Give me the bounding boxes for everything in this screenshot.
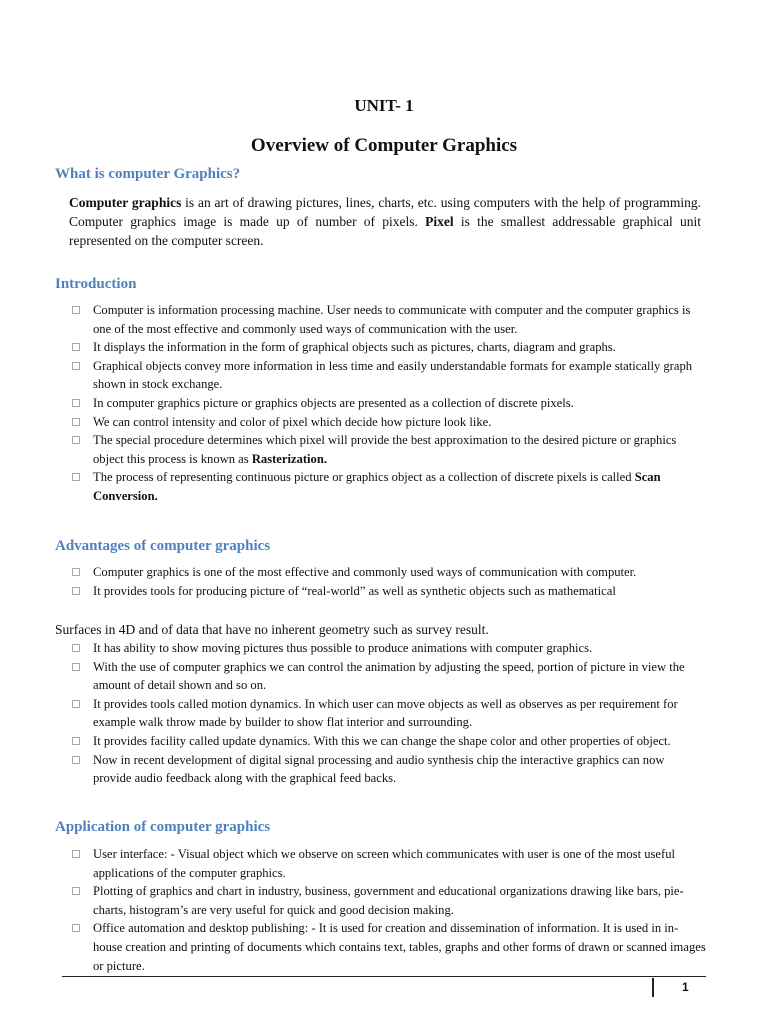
list-item: In computer graphics picture or graphics objects are presented as a collection of discrete pixels. bbox=[0, 394, 768, 413]
checkbox-bullet-icon bbox=[72, 737, 80, 745]
section-heading-advantages: Advantages of computer graphics bbox=[55, 538, 271, 554]
term-rasterization: Rasterization. bbox=[251, 451, 328, 466]
list-item: It provides tools called motion dynamics. In which user can move objects as well as observes as per requirement for example walk throw made by builder to show flat interior and surrounding. bbox=[0, 695, 768, 732]
checkbox-bullet-icon bbox=[72, 343, 80, 351]
page-title: Overview of Computer Graphics bbox=[250, 135, 518, 156]
section-heading-introduction: Introduction bbox=[55, 276, 137, 292]
checkbox-bullet-icon bbox=[72, 399, 80, 407]
list-item: Graphical objects convey more information in less time and easily understandable formats for example statically graph shown in stock exchange. bbox=[0, 357, 768, 394]
checkbox-bullet-icon bbox=[72, 568, 80, 576]
footer-rule bbox=[62, 976, 706, 977]
advantages-list-a bbox=[0, 563, 768, 600]
list-item: It displays the information in the form of graphical objects such as pictures, charts, diagram and graphs. bbox=[0, 338, 768, 357]
introduction-list bbox=[0, 301, 768, 506]
checkbox-bullet-icon bbox=[72, 887, 80, 895]
checkbox-bullet-icon bbox=[72, 756, 80, 764]
list-item: We can control intensity and color of pixel which decide how picture look like. bbox=[0, 413, 768, 432]
advantages-list-b bbox=[0, 639, 768, 788]
definition-text-1: is an art of drawing pictures, lines, charts, etc. using computers with the help of programming. Computer graphics image is made up of number of pixels. bbox=[69, 195, 701, 229]
term-scan-conversion: Scan Conversion. bbox=[93, 470, 661, 503]
list-item: Now in recent development of digital signal processing and audio synthesis chip the interactive graphics can now provide audio feedback along with the graphical feed backs. bbox=[0, 751, 768, 788]
page-number: 1 bbox=[682, 980, 689, 994]
list-item: User interface: - Visual object which we observe on screen which communicates with user is one of the most useful applications of the computer graphics. bbox=[0, 845, 768, 882]
section-heading-application: Application of computer graphics bbox=[55, 819, 271, 835]
checkbox-bullet-icon bbox=[72, 644, 80, 652]
definition-paragraph bbox=[69, 193, 701, 250]
checkbox-bullet-icon bbox=[72, 924, 80, 932]
checkbox-bullet-icon bbox=[72, 362, 80, 370]
unit-label: UNIT- 1 bbox=[354, 96, 414, 115]
surfaces-line: Surfaces in 4D and of data that have no inherent geometry such as survey result. bbox=[55, 622, 489, 637]
term-computer-graphics: Computer graphics bbox=[69, 195, 182, 210]
section-heading-what-is: What is computer Graphics? bbox=[55, 166, 241, 182]
list-item: With the use of computer graphics we can control the animation by adjusting the speed, portion of picture in view the amount of detail shown and so on. bbox=[0, 658, 768, 695]
list-item: The special procedure determines which pixel will provide the best approximation to the desired picture or graphics object this process is known as Rasterization. bbox=[0, 431, 768, 468]
checkbox-bullet-icon bbox=[72, 587, 80, 595]
checkbox-bullet-icon bbox=[72, 473, 80, 481]
checkbox-bullet-icon bbox=[72, 306, 80, 314]
list-item: The process of representing continuous picture or graphics object as a collection of discrete pixels is called Scan Conversion. bbox=[0, 468, 768, 505]
list-item: It provides facility called update dynamics. With this we can change the shape color and other properties of object. bbox=[0, 732, 768, 751]
list-item: It provides tools for producing picture of “real-world” as well as synthetic objects such as mathematical bbox=[0, 582, 768, 601]
checkbox-bullet-icon bbox=[72, 418, 80, 426]
list-item: Plotting of graphics and chart in industry, business, government and educational organizations drawing like bars, pie-charts, histogram’s are very useful for quick and good decision making. bbox=[0, 882, 768, 919]
checkbox-bullet-icon bbox=[72, 700, 80, 708]
list-item: It has ability to show moving pictures thus possible to produce animations with computer graphics. bbox=[0, 639, 768, 658]
application-list bbox=[0, 845, 768, 975]
definition-text-2: is the smallest addressable graphical unit represented on the computer screen. bbox=[69, 214, 701, 248]
checkbox-bullet-icon bbox=[72, 663, 80, 671]
list-item: Computer is information processing machine. User needs to communicate with computer and the computer graphics is one of the most effective and commonly used ways of communication with the user. bbox=[0, 301, 768, 338]
term-pixel: Pixel bbox=[425, 214, 454, 229]
checkbox-bullet-icon bbox=[72, 436, 80, 444]
checkbox-bullet-icon bbox=[72, 850, 80, 858]
list-item: Computer graphics is one of the most effective and commonly used ways of communication with computer. bbox=[0, 563, 768, 582]
footer-divider bbox=[652, 978, 654, 997]
list-item: Office automation and desktop publishing: - It is used for creation and dissemination of information. It is used in in-house creation and printing of documents which contains text, tables, graphs and other forms of drawn or scanned images or picture. bbox=[0, 919, 768, 975]
